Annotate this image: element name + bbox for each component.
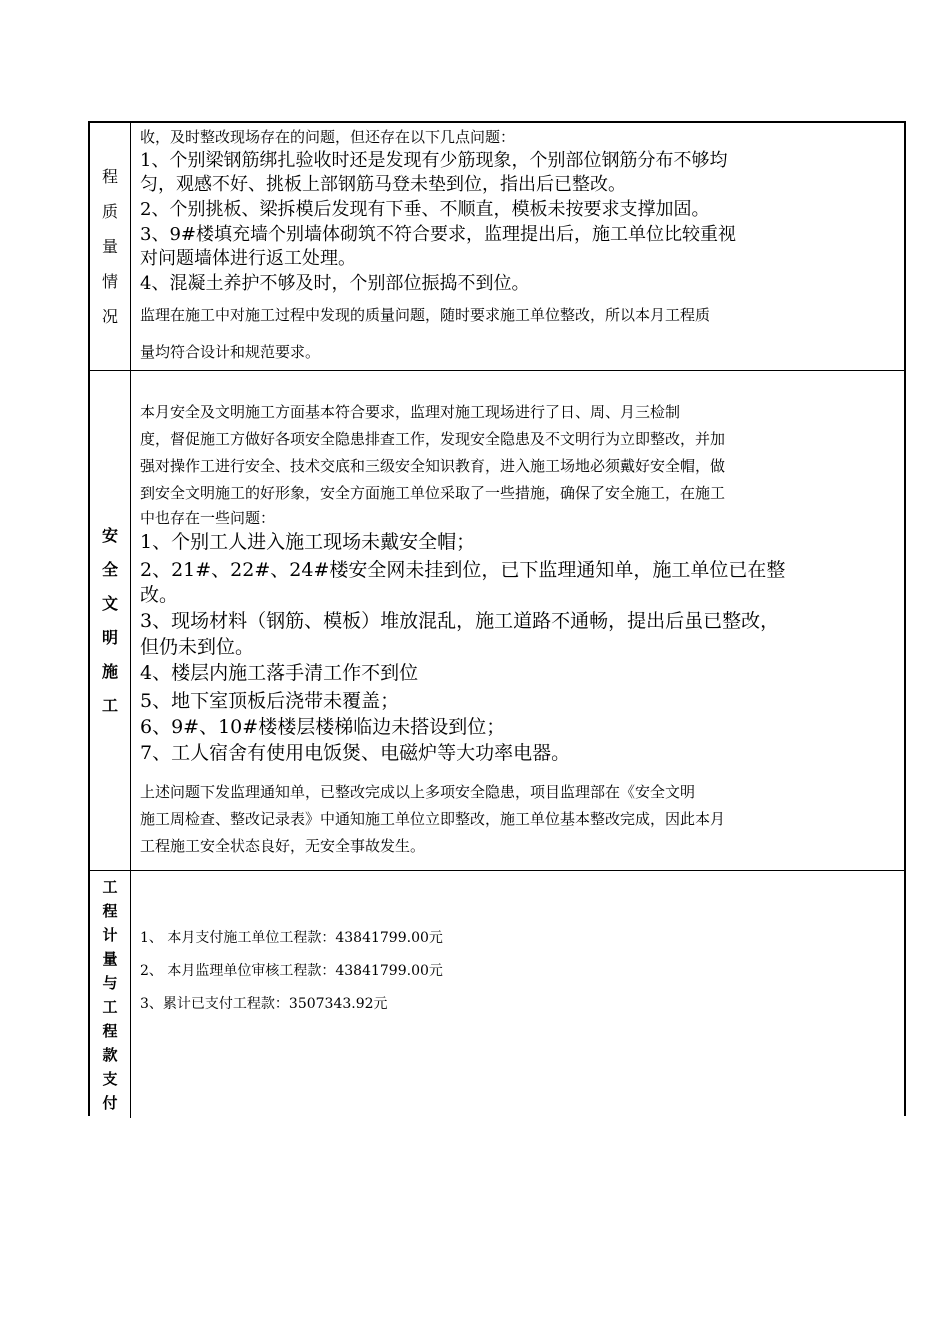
quality-line: 4、混凝土养护不够及时，个别部位振捣不到位。 xyxy=(140,273,530,294)
safety-item: 但仍未到位。 xyxy=(140,636,255,658)
label-char: 量 xyxy=(102,949,118,968)
quality-line: 对问题墙体进行返工处理。 xyxy=(140,248,356,269)
quality-line: 量均符合设计和规范要求。 xyxy=(140,343,321,361)
quality-line: 监理在施工中对施工过程中发现的质量问题，随时要求施工单位整改，所以本月工程质 xyxy=(140,306,711,324)
label-char: 程 xyxy=(102,1021,118,1040)
quality-line: 收，及时整改现场存在的问题，但还存在以下几点问题： xyxy=(140,128,516,146)
safety-item: 6、9#、10#楼楼层楼梯临边未搭设到位； xyxy=(140,716,506,738)
quality-section-label xyxy=(90,123,131,370)
label-char: 量 xyxy=(101,237,118,256)
label-char: 与 xyxy=(102,973,118,992)
payment-line: 1、 本月支付施工单位工程款：43841799.00元 xyxy=(140,930,443,946)
safety-item: 2、21#、22#、24#楼安全网未挂到位，已下监理通知单，施工单位已在整 xyxy=(140,559,786,581)
payment-line: 2、 本月监理单位审核工程款：43841799.00元 xyxy=(140,963,443,979)
label-char: 程 xyxy=(102,901,118,920)
label-char: 全 xyxy=(101,559,118,579)
safety-intro-line: 强对操作工进行安全、技术交底和三级安全知识教育，进入施工场地必须戴好安全帽，做 xyxy=(140,457,726,475)
safety-item: 3、现场材料（钢筋、模板）堆放混乱，施工道路不通畅，提出后虽已整改， xyxy=(140,610,780,632)
safety-intro-line: 到安全文明施工的好形象，安全方面施工单位采取了一些措施，确保了安全施工，在施工 xyxy=(140,484,726,502)
safety-outro-line: 上述问题下发监理通知单，已整改完成以上多项安全隐患，项目监理部在《安全文明 xyxy=(140,783,696,801)
payment-line: 3、累计已支付工程款：3507343.92元 xyxy=(140,996,388,1012)
quality-line: 2、个别挑板、梁拆模后发现有下垂、不顺直，模板未按要求支撑加固。 xyxy=(140,199,710,220)
label-char: 程 xyxy=(101,167,118,186)
safety-content xyxy=(140,399,896,870)
label-char: 支 xyxy=(102,1069,118,1088)
safety-item: 5、地下室顶板后浇带未覆盖； xyxy=(140,690,400,712)
payment-section-label xyxy=(90,871,131,1118)
safety-intro-line: 度，督促施工方做好各项安全隐患排查工作，发现安全隐患及不文明行为立即整改，并加 xyxy=(140,430,726,448)
quality-line: 1、个别梁钢筋绑扎验收时还是发现有少筋现象，个别部位钢筋分布不够均 xyxy=(140,150,728,171)
safety-item: 改。 xyxy=(140,584,179,606)
safety-item: 7、工人宿舍有使用电饭煲、电磁炉等大功率电器。 xyxy=(140,742,571,764)
safety-outro-line: 施工周检查、整改记录表》中通知施工单位立即整改，施工单位基本整改完成，因此本月 xyxy=(140,810,726,828)
quality-section xyxy=(90,123,904,370)
label-char: 文 xyxy=(101,593,118,613)
label-char: 工 xyxy=(102,997,118,1016)
label-char: 安 xyxy=(101,525,118,545)
label-char: 工 xyxy=(101,695,118,715)
label-char: 付 xyxy=(102,1093,118,1112)
quality-line: 3、9#楼填充墙个别墙体砌筑不符合要求，监理提出后，施工单位比较重视 xyxy=(140,224,736,245)
label-char: 计 xyxy=(102,925,118,944)
payment-content xyxy=(140,922,896,1118)
label-char: 款 xyxy=(102,1045,118,1064)
safety-outro-line: 工程施工安全状态良好，无安全事故发生。 xyxy=(140,837,426,855)
label-char: 明 xyxy=(101,627,118,647)
safety-intro-line: 中也存在一些问题： xyxy=(140,509,276,527)
label-char: 工 xyxy=(102,877,118,896)
safety-section-label xyxy=(90,371,131,870)
report-table xyxy=(88,121,906,1116)
label-char: 况 xyxy=(101,307,118,326)
label-char: 质 xyxy=(101,202,118,221)
quality-line: 匀，观感不好、挑板上部钢筋马登未垫到位，指出后已整改。 xyxy=(140,174,626,195)
safety-item: 4、楼层内施工落手清工作不到位 xyxy=(140,662,419,684)
label-char: 施 xyxy=(101,661,118,681)
quality-content xyxy=(140,125,896,370)
safety-item: 1、个别工人进入施工现场未戴安全帽； xyxy=(140,531,476,553)
label-char: 情 xyxy=(101,272,118,291)
safety-intro-line: 本月安全及文明施工方面基本符合要求，监理对施工现场进行了日、周、月三检制 xyxy=(140,403,681,421)
safety-section xyxy=(90,370,904,870)
payment-section xyxy=(90,870,904,1118)
